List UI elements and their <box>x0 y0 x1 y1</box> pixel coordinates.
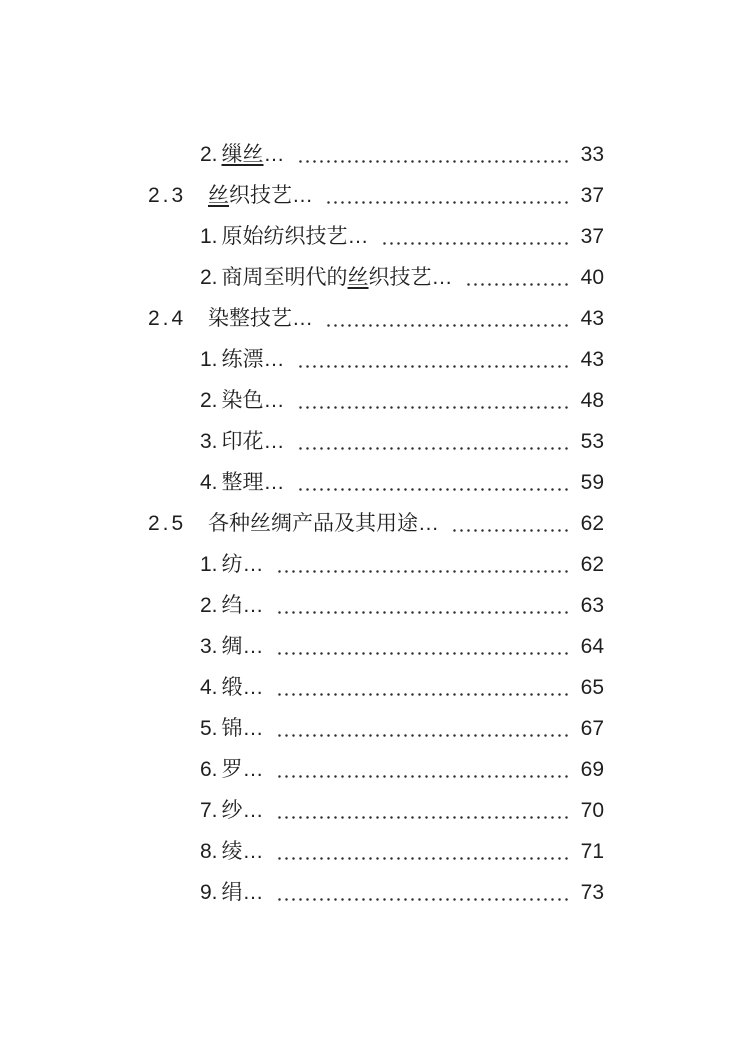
title-post: … <box>263 143 285 166</box>
toc-entry-title <box>222 718 264 739</box>
dot-leader <box>276 816 570 819</box>
title-pre: 罗… <box>221 758 264 781</box>
toc-entry-page: 37 <box>580 184 604 207</box>
toc-entry-page: 59 <box>580 471 604 494</box>
dot-leader <box>465 283 570 286</box>
toc-entry-number: 7. <box>200 799 218 822</box>
toc-entry-number: 5. <box>200 717 218 740</box>
toc-entry[interactable] <box>148 339 604 380</box>
toc-entry-title <box>222 677 264 698</box>
toc-entry[interactable] <box>148 257 604 298</box>
dot-leader <box>276 652 570 655</box>
title-post: 织技艺… <box>368 266 453 289</box>
title-pre: 绫… <box>221 840 264 863</box>
toc-entry-page: 62 <box>580 553 604 576</box>
dot-leader <box>276 693 570 696</box>
dot-leader <box>297 447 570 450</box>
toc-entry-title <box>208 185 313 206</box>
toc-entry-title <box>222 759 264 780</box>
toc-entry-title <box>222 226 369 247</box>
title-underlined: 缫丝 <box>221 143 264 166</box>
toc-entry-title <box>222 882 264 903</box>
toc-entry-number: 4. <box>200 676 218 699</box>
toc-entry[interactable] <box>148 298 604 339</box>
dot-leader <box>297 488 570 491</box>
toc-entry[interactable] <box>148 503 604 544</box>
toc-entry-number: 2. <box>200 594 218 617</box>
toc-entry[interactable] <box>148 667 604 708</box>
title-pre: 原始纺织技艺… <box>221 225 369 248</box>
title-pre: 纱… <box>221 799 264 822</box>
toc-entry-page: 53 <box>580 430 604 453</box>
toc-entry-title <box>222 554 264 575</box>
toc-entry[interactable] <box>148 626 604 667</box>
toc-entry-number: 2. <box>200 143 218 166</box>
toc-entry-page: 33 <box>580 143 604 166</box>
toc-entry-page: 43 <box>580 307 604 330</box>
title-pre: 商周至明代的 <box>221 266 348 289</box>
toc-entry-page: 37 <box>580 225 604 248</box>
title-pre: 绢… <box>221 881 264 904</box>
toc-entry[interactable] <box>148 175 604 216</box>
toc-entry-page: 65 <box>580 676 604 699</box>
toc-entry-page: 43 <box>580 348 604 371</box>
toc-entry[interactable] <box>148 134 604 175</box>
toc-entry[interactable] <box>148 585 604 626</box>
dot-leader <box>276 775 570 778</box>
toc-entry[interactable] <box>148 462 604 503</box>
toc-entry-title <box>222 800 264 821</box>
toc-entry-title <box>222 431 285 452</box>
toc-entry-title <box>208 513 439 534</box>
title-pre: 整理… <box>221 471 285 494</box>
toc-entry-page: 71 <box>580 840 604 863</box>
toc-entry-number: 9. <box>200 881 218 904</box>
toc-entry-page: 62 <box>580 512 604 535</box>
title-pre: 缎… <box>221 676 264 699</box>
toc-entry-title <box>222 267 453 288</box>
toc-entry[interactable] <box>148 708 604 749</box>
dot-leader <box>276 570 570 573</box>
title-underlined: 丝 <box>208 184 229 207</box>
dot-leader <box>325 201 570 204</box>
title-pre: 染整技艺… <box>208 307 313 330</box>
toc-entry-page: 69 <box>580 758 604 781</box>
toc-entry-title <box>222 390 285 411</box>
toc-entry-title <box>208 308 313 329</box>
toc-entry-title <box>222 841 264 862</box>
dot-leader <box>297 160 570 163</box>
toc-entry-number: 6. <box>200 758 218 781</box>
toc-entry-title <box>222 472 285 493</box>
title-pre: 染色… <box>221 389 285 412</box>
toc-entry[interactable] <box>148 380 604 421</box>
title-pre: 绸… <box>221 635 264 658</box>
toc-entry-title <box>222 636 264 657</box>
toc-entry-page: 67 <box>580 717 604 740</box>
toc-entry[interactable] <box>148 544 604 585</box>
toc-entry-number: 8. <box>200 840 218 863</box>
title-pre: 绉… <box>221 594 264 617</box>
title-pre: 锦… <box>221 717 264 740</box>
dot-leader <box>276 898 570 901</box>
toc-entry[interactable] <box>148 749 604 790</box>
toc-entry-title <box>222 595 264 616</box>
toc-entry-number: 2. <box>200 266 218 289</box>
toc-entry-page: 63 <box>580 594 604 617</box>
toc-entry-number: 1. <box>200 553 218 576</box>
toc-entry-page: 64 <box>580 635 604 658</box>
toc-entry[interactable] <box>148 872 604 913</box>
toc-entry-page: 70 <box>580 799 604 822</box>
title-pre: 印花… <box>221 430 285 453</box>
dot-leader <box>276 734 570 737</box>
toc-entry-number: 3. <box>200 430 218 453</box>
toc-entry-number: 1. <box>200 225 218 248</box>
toc-entry-title <box>222 144 285 165</box>
toc-entry-page: 73 <box>580 881 604 904</box>
toc-entry[interactable] <box>148 790 604 831</box>
toc-entry-page: 48 <box>580 389 604 412</box>
toc-entry-number: 2.4 <box>148 307 187 330</box>
dot-leader <box>325 324 570 327</box>
toc-entry-title <box>222 349 285 370</box>
toc-entry-number: 4. <box>200 471 218 494</box>
toc-entry-number: 1. <box>200 348 218 371</box>
title-pre: 练漂… <box>221 348 285 371</box>
toc-entry-page: 40 <box>580 266 604 289</box>
dot-leader <box>276 857 570 860</box>
toc-entry-number: 2. <box>200 389 218 412</box>
toc-entry[interactable] <box>148 216 604 257</box>
toc-entry-number: 3. <box>200 635 218 658</box>
title-post: 织技艺… <box>229 184 313 207</box>
toc-entry-number: 2.3 <box>148 184 187 207</box>
dot-leader <box>381 242 570 245</box>
toc-entry[interactable] <box>148 421 604 462</box>
title-pre: 各种丝绸产品及其用途… <box>208 512 439 535</box>
title-pre: 纺… <box>221 553 264 576</box>
title-underlined: 丝 <box>347 266 369 289</box>
dot-leader <box>297 365 570 368</box>
dot-leader <box>276 611 570 614</box>
toc-entry[interactable] <box>148 831 604 872</box>
dot-leader <box>451 529 570 532</box>
dot-leader <box>297 406 570 409</box>
toc-entry-number: 2.5 <box>148 512 187 535</box>
